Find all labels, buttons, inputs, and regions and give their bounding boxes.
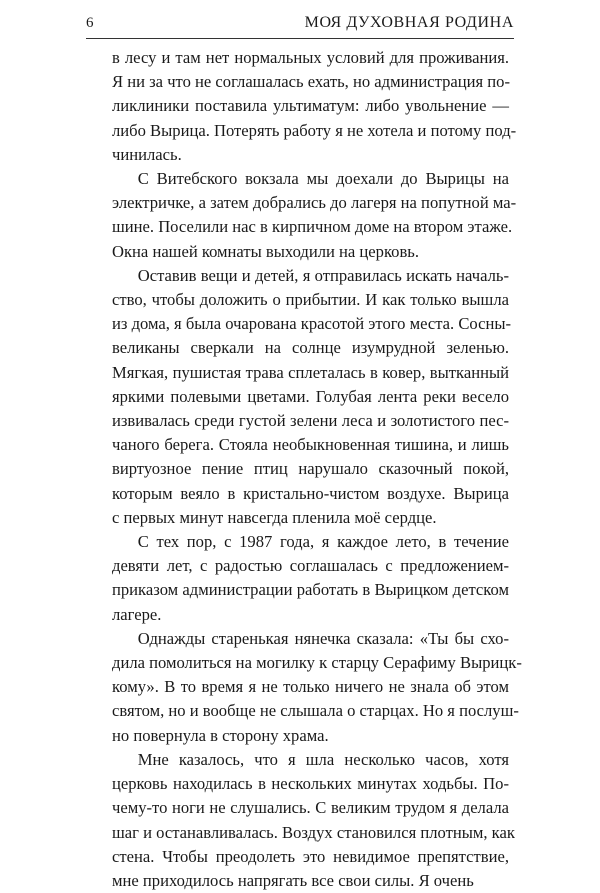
text-line: яркими полевыми цветами. Голубая лента реки весело [112,386,509,406]
text-line: виртуозное пение птиц нарушало сказочный покой, [112,459,509,479]
paragraph [112,264,512,530]
text-line: либо Вырица. Потерять работу я не хотела и потому под- [112,120,517,140]
running-head [86,14,514,38]
text-line: ликлиники поставила ультиматум: либо увольнение — [112,96,509,116]
text-line: Окна нашей комнаты выходили на церковь. [112,241,420,261]
text-line: церковь находилась в нескольких минутах ходьбы. По- [112,774,509,794]
text-line: чинилась. [112,144,182,164]
paragraph [112,530,509,627]
body-text [112,46,522,893]
paragraph [112,748,515,893]
text-line: в лесу и там нет нормальных условий для проживания. [112,48,509,67]
paragraph [112,627,522,748]
text-line: Мне казалось, что я шла несколько часов, хотя [137,749,509,769]
text-line: чаного берега. Стояла необыкновенная тишина, и лишь [112,435,509,455]
text-line: Мягкая, пушистая трава сплеталась в ковер, вытканный [112,362,509,382]
text-line: Однажды старенькая нянечка сказала: «Ты бы схо- [137,628,509,648]
text-line: извивалась среди густой зелени леса и золотистого пес- [112,411,509,431]
text-line: шаг и останавливалась. Воздух становился плотным, как [112,822,515,842]
text-line: стена. Чтобы преодолеть это невидимое препятствие, [112,846,509,866]
text-line: но повернула в сторону храма. [112,725,329,745]
text-line: великаны сверкали на солнце изумрудной зеленью. [112,338,509,358]
paragraph [112,167,517,264]
text-line: ство, чтобы доложить о прибытии. И как только вышла [112,290,509,310]
text-line: кому». В то время я не только ничего не знала об этом [112,677,509,697]
running-head-title: МОЯ ДУХОВНАЯ РОДИНА [304,14,514,31]
text-line: С Витебского вокзала мы доехали до Вырицы на [137,169,509,189]
text-line: мне приходилось напрягать все свои силы. Я очень [112,870,474,890]
page-number: 6 [86,15,94,31]
text-line: электричке, а затем добрались до лагеря на попутной ма- [112,193,517,213]
text-line: С тех пор, с 1987 года, я каждое лето, в течение [137,532,509,552]
paragraph [112,46,517,167]
text-line: лагере. [112,604,162,624]
header-rule [86,38,514,39]
text-line: Оставив вещи и детей, я отправилась искать началь- [137,265,509,285]
text-line: Я ни за что не соглашалась ехать, но администрация по- [112,72,510,92]
text-line: дила помолиться на могилку к старцу Серафиму Вырицк- [112,653,522,673]
text-line: девяти лет, с радостью соглашалась с предложением- [112,556,509,576]
text-line: приказом администрации работать в Вырицком детском [112,580,509,600]
text-line: чему-то ноги не слушались. С великим трудом я делала [112,798,509,818]
text-line: из дома, я была очарована красотой этого места. Сосны- [112,314,512,334]
text-line: святом, но и вообще не слышала о старцах. Но я послуш- [112,701,519,721]
text-line: которым веяло в кристально-чистом воздухе. Вырица [112,483,509,503]
text-line: с первых минут навсегда пленила моё сердце. [112,507,437,527]
text-line: шине. Поселили нас в кирпичном доме на втором этаже. [112,217,513,237]
